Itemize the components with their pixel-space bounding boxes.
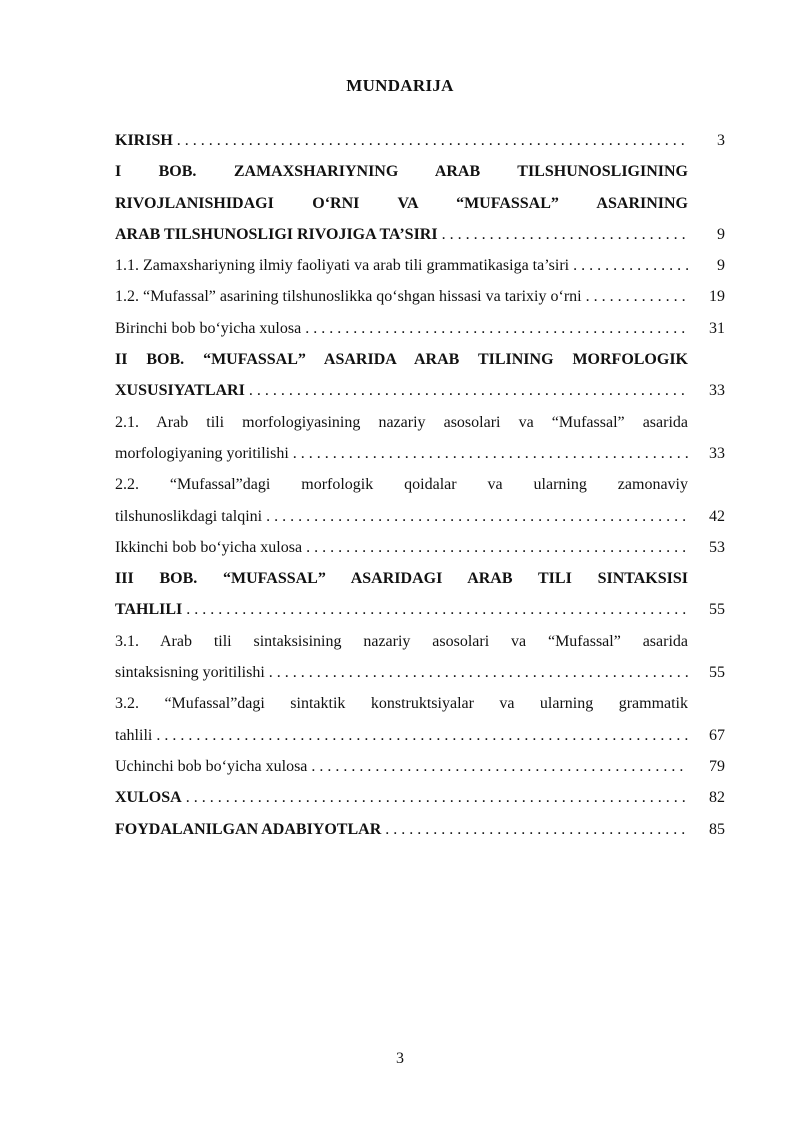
toc-entry-text: morfologiyaning yoritilishi . . . — [115, 438, 688, 469]
toc-entry-text: 3.2. “Mufassal”dagi sintaktik konstruktsiyalar va ularning grammatik — [115, 695, 688, 713]
toc-entry-text: tilshunoslikdagi talqini . . . — [115, 501, 688, 532]
toc-entry-page: 31 — [709, 319, 725, 337]
toc-entry-page: 55 — [709, 601, 725, 619]
toc-entry-page: 3 — [717, 132, 725, 149]
toc-entry — [115, 532, 725, 563]
table-of-contents — [115, 125, 725, 845]
toc-entry — [115, 782, 725, 813]
toc-entry — [115, 751, 725, 782]
toc-entry-text: Birinchi bob bo‘yicha xulosa . . . — [115, 313, 688, 344]
toc-entry-page: 33 — [709, 382, 725, 400]
toc-entry — [115, 281, 725, 312]
toc-entry-page: 55 — [709, 664, 725, 682]
toc-entry-page: 53 — [709, 538, 725, 556]
toc-entry-text: III BOB. “MUFASSAL” ASARIDAGI ARAB TILI SINTAKSISI — [115, 570, 688, 588]
toc-entry — [115, 657, 725, 688]
toc-entry — [115, 594, 725, 625]
toc-entry — [115, 407, 725, 438]
toc-entry-page: 67 — [709, 726, 725, 744]
toc-entry-text: FOYDALANILGAN ADABIYOTLAR . . . — [115, 814, 688, 845]
toc-entry — [115, 313, 725, 344]
toc-entry-text: sintaksisning yoritilishi . . . — [115, 657, 688, 688]
toc-entry — [115, 626, 725, 657]
toc-entry — [115, 156, 725, 187]
toc-entry-text: 2.2. “Mufassal”dagi morfologik qoidalar va ularning zamonaviy — [115, 476, 688, 494]
toc-entry-text: tahlili . . . — [115, 720, 688, 751]
toc-entry — [115, 344, 725, 375]
toc-entry-text: ARAB TILSHUNOSLIGI RIVOJIGA TA’SIRI . . . — [115, 219, 688, 250]
page-number: 3 — [396, 1050, 404, 1067]
toc-entry — [115, 125, 725, 156]
toc-entry-page: 19 — [709, 288, 725, 306]
toc-entry-text: KIRISH . . . — [115, 125, 688, 156]
toc-entry — [115, 563, 725, 594]
toc-entry — [115, 438, 725, 469]
toc-entry — [115, 501, 725, 532]
toc-entry-text: 1.1. Zamaxshariyning ilmiy faoliyati va arab tili grammatikasiga ta’siri . . . — [115, 250, 688, 281]
toc-entry-page: 42 — [709, 507, 725, 525]
toc-entry-text: Ikkinchi bob bo‘yicha xulosa . . . — [115, 532, 688, 563]
toc-entry-text: XUSUSIYATLARI . . . — [115, 375, 688, 406]
toc-entry-page: 85 — [709, 820, 725, 838]
toc-entry — [115, 250, 725, 281]
toc-entry-text: RIVOJLANISHIDAGI O‘RNI VA “MUFASSAL” ASARINING — [115, 194, 688, 212]
toc-entry — [115, 469, 725, 500]
toc-entry — [115, 720, 725, 751]
toc-entry-page: 9 — [717, 225, 725, 243]
toc-entry-page: 33 — [709, 444, 725, 462]
toc-entry-text: II BOB. “MUFASSAL” ASARIDA ARAB TILINING MORFOLOGIK — [115, 351, 688, 369]
toc-entry-text: 1.2. “Mufassal” asarining tilshunoslikka qo‘shgan hissasi va tarixiy o‘rni . . . — [115, 281, 688, 312]
toc-entry — [115, 219, 725, 250]
toc-entry-text: 3.1. Arab tili sintaksisining nazariy asosolari va “Mufassal” asarida — [115, 632, 688, 650]
toc-entry-text: Uchinchi bob bo‘yicha xulosa . . . — [115, 751, 688, 782]
toc-title: MUNDARIJA — [346, 76, 454, 95]
toc-entry — [115, 188, 725, 219]
toc-entry — [115, 814, 725, 845]
toc-entry — [115, 375, 725, 406]
toc-entry-text: I BOB. ZAMAXSHARIYNING ARAB TILSHUNOSLIGINING — [115, 163, 688, 181]
toc-entry-page: 82 — [709, 789, 725, 807]
toc-entry — [115, 688, 725, 719]
toc-entry-page: 79 — [709, 757, 725, 775]
toc-entry-text: 2.1. Arab tili morfologiyasining nazariy asosolari va “Mufassal” asarida — [115, 413, 688, 431]
toc-entry-text: XULOSA . . . — [115, 782, 688, 813]
toc-entry-page: 9 — [717, 257, 725, 275]
toc-entry-text: TAHLILI . . . — [115, 594, 688, 625]
